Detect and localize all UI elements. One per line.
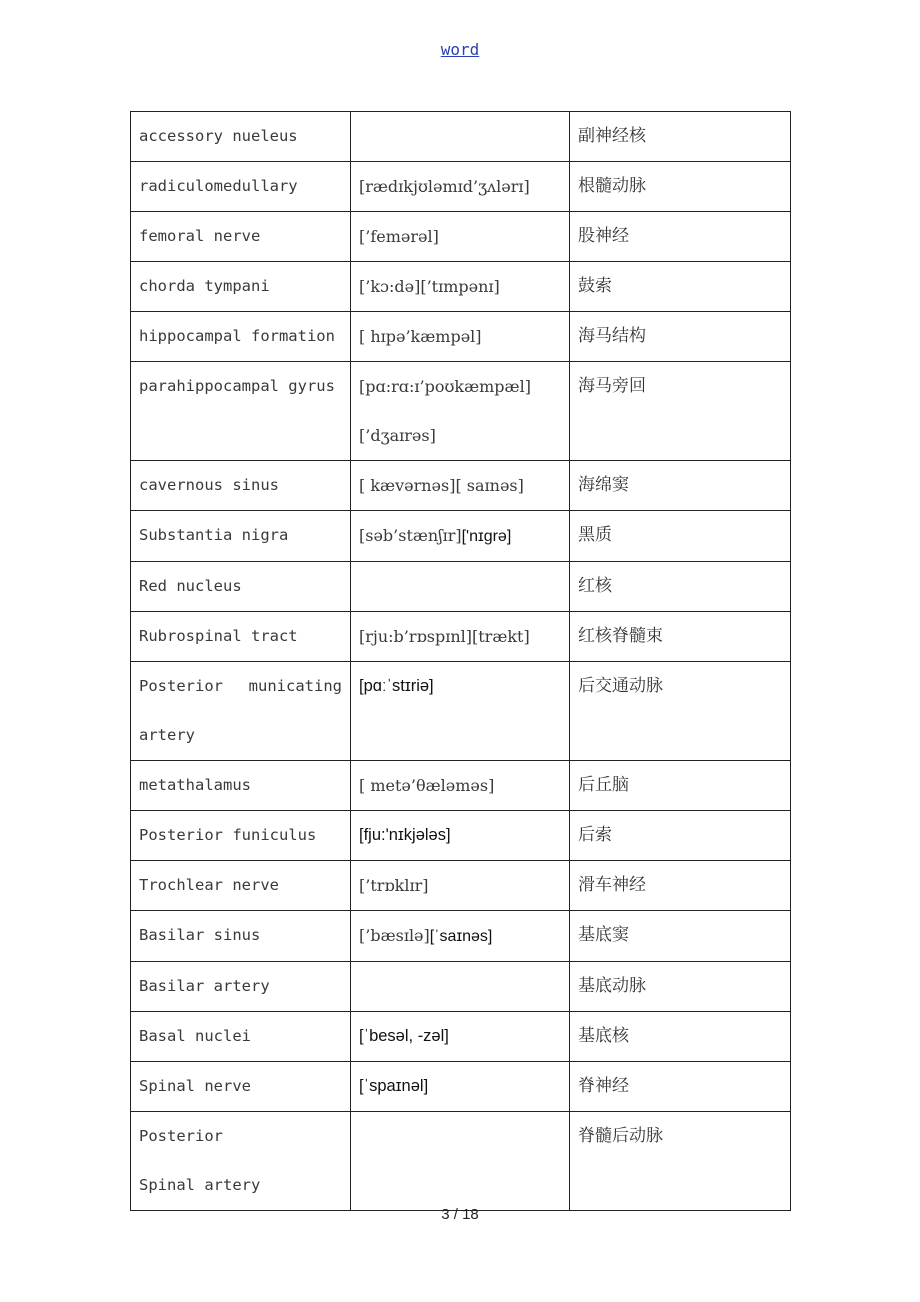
chinese-cell: 海绵窦 — [570, 461, 791, 511]
term-line: artery — [139, 726, 195, 744]
chinese-cell: 后索 — [570, 811, 791, 861]
term-cell: Substantia nigra — [131, 511, 351, 562]
term-cell: Basilar artery — [131, 962, 351, 1012]
table-row — [131, 911, 791, 962]
term-line: Spinal artery — [139, 1176, 261, 1194]
table-row — [131, 162, 791, 212]
phonetic-cell: [rædɪkjʊləmɪd’ʒʌlərɪ] — [351, 162, 570, 212]
term-line: Posterior municating — [139, 677, 342, 695]
phonetic-cell: [ metə’θæləməs] — [351, 761, 570, 811]
anatomy-term-table — [130, 111, 791, 1211]
phonetic-line: [’dʒaɪrəs] — [359, 426, 436, 445]
phonetic-cell: [ hɪpə’kæmpəl] — [351, 312, 570, 362]
table-row — [131, 662, 791, 761]
table-row — [131, 1112, 791, 1211]
header-word-link[interactable]: word — [440, 40, 480, 59]
term-cell: Red nucleus — [131, 562, 351, 612]
table-row — [131, 861, 791, 911]
term-line: Posterior — [139, 1127, 223, 1145]
table-row — [131, 112, 791, 162]
table-row — [131, 1012, 791, 1062]
phonetic-cell — [351, 362, 570, 461]
term-cell: Basilar sinus — [131, 911, 351, 962]
phonetic-part: [səb’stænʃɪr] — [359, 526, 462, 545]
table-row — [131, 562, 791, 612]
chinese-cell: 脊神经 — [570, 1062, 791, 1112]
phonetic-cell — [351, 112, 570, 162]
term-cell: metathalamus — [131, 761, 351, 811]
phonetic-cell: [ˈbesəl, -zəl] — [351, 1012, 570, 1062]
phonetic-cell: [fju:'nɪkjələs] — [351, 811, 570, 861]
chinese-cell: 海马结构 — [570, 312, 791, 362]
table-row — [131, 262, 791, 312]
phonetic-part-bold: [ˈsaɪnəs] — [429, 928, 493, 945]
table-row — [131, 461, 791, 511]
phonetic-cell — [351, 962, 570, 1012]
chinese-cell: 股神经 — [570, 212, 791, 262]
term-cell: Posterior funiculus — [131, 811, 351, 861]
chinese-cell: 鼓索 — [570, 262, 791, 312]
term-cell: parahippocampal gyrus — [131, 362, 351, 461]
chinese-cell: 基底核 — [570, 1012, 791, 1062]
term-cell: radiculomedullary — [131, 162, 351, 212]
phonetic-cell: [’kɔ:də][’tɪmpənɪ] — [351, 262, 570, 312]
phonetic-cell: [rju:b’rɒspɪnl][trækt] — [351, 612, 570, 662]
chinese-cell: 基底窦 — [570, 911, 791, 962]
chinese-cell: 后交通动脉 — [570, 662, 791, 761]
chinese-cell: 海马旁回 — [570, 362, 791, 461]
term-cell: accessory nueleus — [131, 112, 351, 162]
term-cell: femoral nerve — [131, 212, 351, 262]
phonetic-cell — [351, 911, 570, 962]
chinese-cell: 滑车神经 — [570, 861, 791, 911]
phonetic-cell: [’femərəl] — [351, 212, 570, 262]
table-row — [131, 612, 791, 662]
phonetic-cell — [351, 511, 570, 562]
page-indicator: 3 / 18 — [441, 1206, 479, 1223]
term-cell: Rubrospinal tract — [131, 612, 351, 662]
phonetic-cell — [351, 1112, 570, 1211]
table-row — [131, 511, 791, 562]
phonetic-cell: [’trɒklɪr] — [351, 861, 570, 911]
chinese-cell: 黑质 — [570, 511, 791, 562]
phonetic-cell — [351, 562, 570, 612]
table-row — [131, 212, 791, 262]
table-row — [131, 362, 791, 461]
table-row — [131, 312, 791, 362]
term-cell: chorda tympani — [131, 262, 351, 312]
chinese-cell: 副神经核 — [570, 112, 791, 162]
phonetic-part: [’bæsɪlə] — [359, 926, 430, 945]
phonetic-cell: [ˈspaɪnəl] — [351, 1062, 570, 1112]
term-cell: Spinal nerve — [131, 1062, 351, 1112]
chinese-cell: 红核 — [570, 562, 791, 612]
phonetic-cell: [pɑːˈstɪriə] — [351, 662, 570, 761]
chinese-cell: 后丘脑 — [570, 761, 791, 811]
term-cell: cavernous sinus — [131, 461, 351, 511]
table-row — [131, 811, 791, 861]
term-cell: Basal nuclei — [131, 1012, 351, 1062]
term-cell — [131, 662, 351, 761]
table-row — [131, 761, 791, 811]
phonetic-line: [pɑ:rɑ:ɪ’poʊkæmpæl] — [359, 377, 531, 396]
table-row — [131, 962, 791, 1012]
phonetic-part-bold: ['nɪgrə] — [461, 528, 512, 545]
chinese-cell: 根髓动脉 — [570, 162, 791, 212]
term-cell: hippocampal formation — [131, 312, 351, 362]
chinese-cell: 红核脊髓束 — [570, 612, 791, 662]
chinese-cell: 基底动脉 — [570, 962, 791, 1012]
chinese-cell: 脊髓后动脉 — [570, 1112, 791, 1211]
table-row — [131, 1062, 791, 1112]
phonetic-cell: [ kævərnəs][ saɪnəs] — [351, 461, 570, 511]
term-cell: Trochlear nerve — [131, 861, 351, 911]
term-cell — [131, 1112, 351, 1211]
